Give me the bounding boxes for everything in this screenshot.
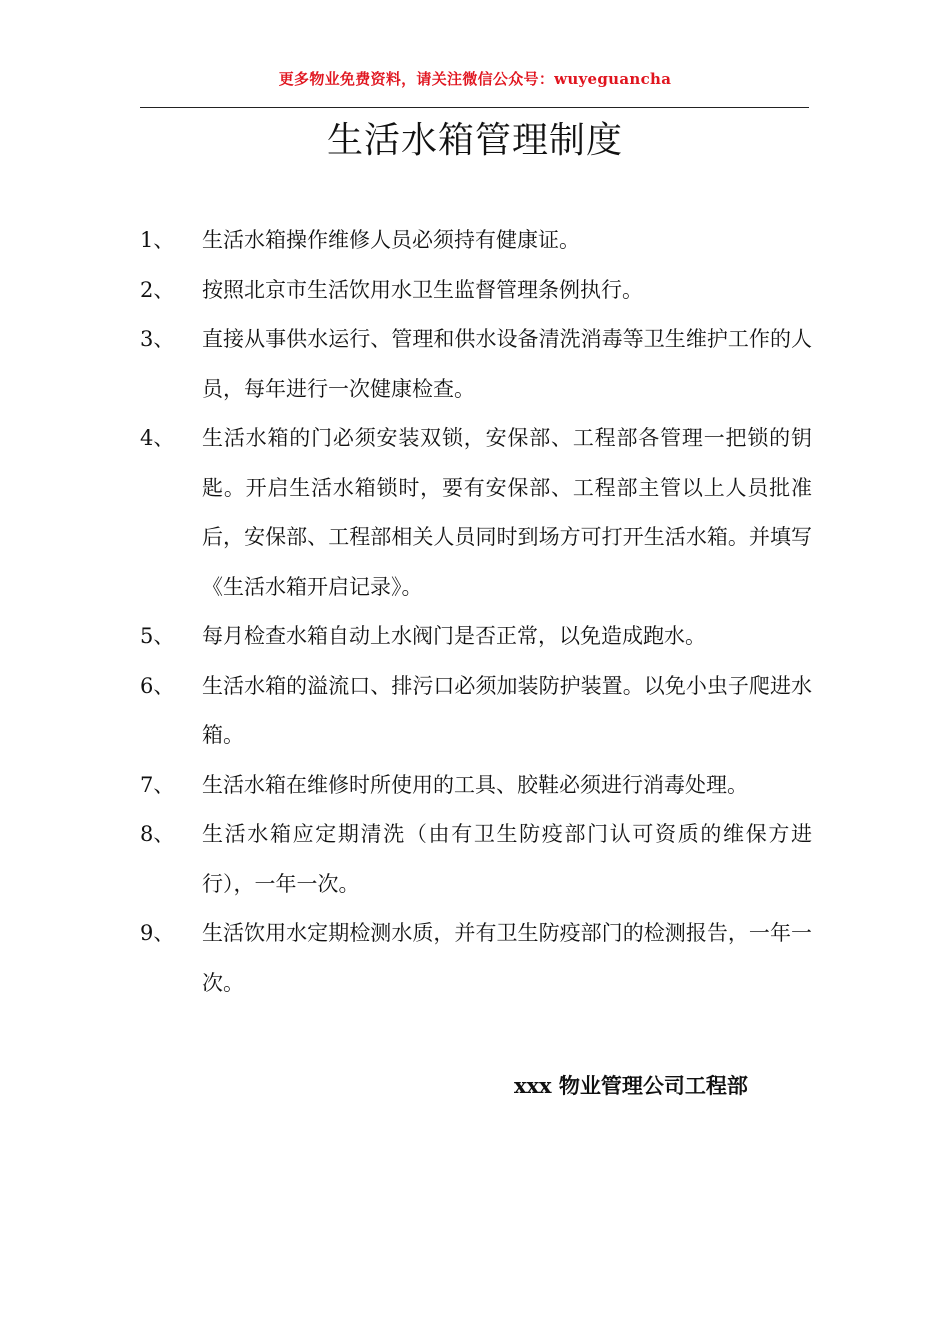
- rule-text: 生活水箱应定期清洗（由有卫生防疫部门认可资质的维保方进行），一年一次。: [202, 822, 812, 896]
- rule-item: [140, 266, 812, 316]
- rule-item: [140, 761, 812, 811]
- rule-text: 生活水箱在维修时所使用的工具、胶鞋必须进行消毒处理。: [202, 772, 748, 797]
- rule-number: 9、: [140, 921, 175, 945]
- rule-item: [140, 315, 812, 414]
- rule-text: 直接从事供水运行、管理和供水设备清洗消毒等卫生维护工作的人员，每年进行一次健康检查。: [202, 327, 812, 401]
- rule-number: 4、: [140, 426, 175, 450]
- rule-item: [140, 810, 812, 909]
- rule-number: 6、: [140, 673, 175, 698]
- rule-item: [140, 662, 812, 761]
- rule-text: 生活水箱的门必须安装双锁，安保部、工程部各管理一把锁的钥匙。开启生活水箱锁时，要有安保部、工程部主管以上人员批准后，安保部、工程部相关人员同时到场方可打开生活水箱。并填写《生活水箱开启记录》。: [202, 426, 812, 599]
- signature: xxx 物业管理公司工程部: [514, 1073, 748, 1098]
- rule-number: 5、: [140, 624, 175, 648]
- rule-item: [140, 414, 812, 612]
- header-note: 更多物业免费资料，请关注微信公众号：wuyeguancha: [278, 70, 672, 88]
- rules-list: [140, 216, 812, 1008]
- rule-text: 按照北京市生活饮用水卫生监督管理条例执行。: [202, 277, 643, 302]
- rule-number: 2、: [140, 277, 175, 302]
- header-divider: [140, 107, 809, 108]
- rule-text: 生活水箱操作维修人员必须持有健康证。: [202, 228, 580, 252]
- rule-number: 8、: [140, 822, 175, 846]
- rule-text: 每月检查水箱自动上水阀门是否正常，以免造成跑水。: [202, 624, 706, 648]
- rule-text: 生活水箱的溢流口、排污口必须加装防护装置。以免小虫子爬进水箱。: [202, 673, 812, 747]
- document-title: 生活水箱管理制度: [326, 120, 623, 161]
- rule-number: 7、: [140, 772, 175, 797]
- rule-item: [140, 909, 812, 1008]
- rule-number: 1、: [140, 228, 175, 252]
- rule-text: 生活饮用水定期检测水质，并有卫生防疫部门的检测报告，一年一次。: [202, 921, 812, 995]
- rule-number: 3、: [140, 327, 175, 351]
- rule-item: [140, 612, 812, 662]
- rule-item: [140, 216, 812, 266]
